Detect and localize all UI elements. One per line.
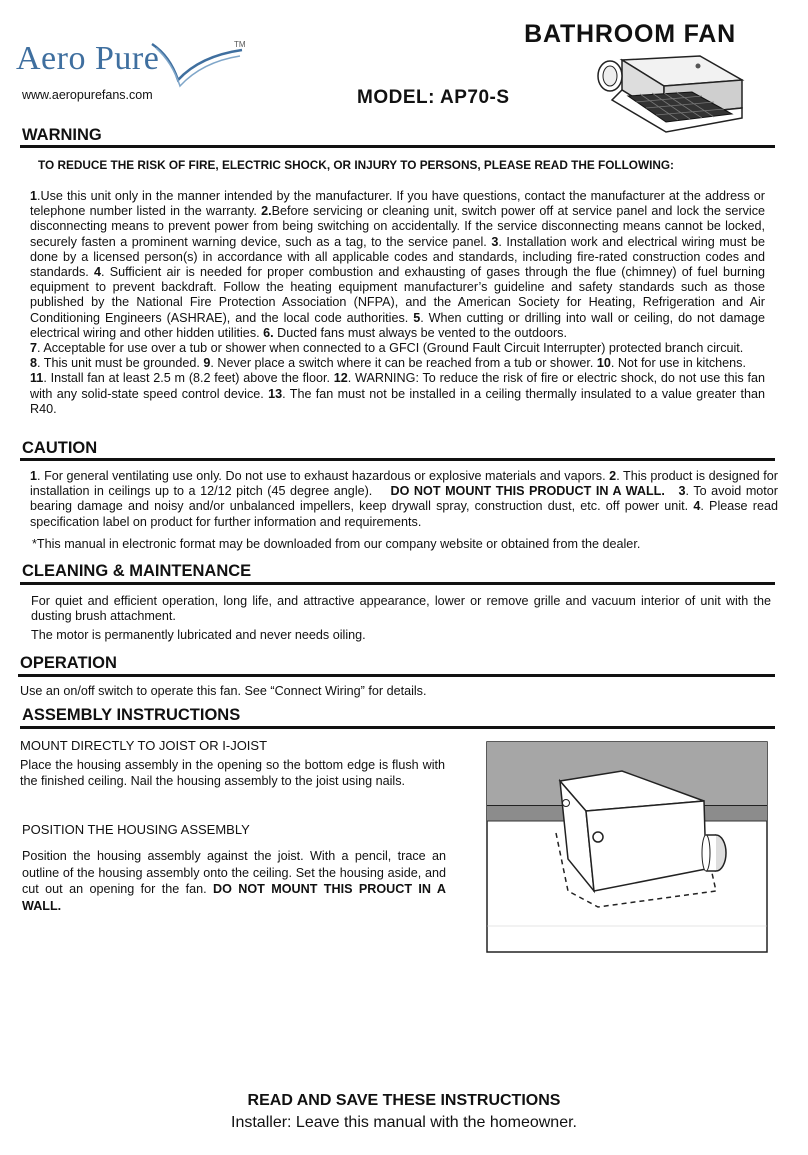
divider [20, 145, 775, 148]
brand-logo: Aero Pure [16, 40, 160, 77]
divider [20, 726, 775, 729]
warning-heading: WARNING [22, 126, 102, 144]
footer-read-save: READ AND SAVE THESE INSTRUCTIONS [247, 1092, 561, 1109]
operation-heading: OPERATION [20, 654, 117, 672]
assembly-subheading-joist: MOUNT DIRECTLY TO JOIST OR I-JOIST [20, 738, 268, 753]
cleaning-note: The motor is permanently lubricated and never needs oiling. [31, 628, 366, 642]
warning-paragraph: 1.Use this unit only in the manner intended by the manufacturer. If you have questions, contact the manufacturer at the address or telephone number listed in the warranty. 2.Before servicing or cleaning unit, switch power off at service panel and lock the service disconnecting means to prevent power from being switching on accidentally. If the service disconnecting means cannot be locked, securely fasten a prominent warning device, such as a tag, to the service panel. 3. Installation work and electrical wiring must be done by a licensed person(s) in accordance with all applicable codes and standards, including fire-rated construction codes and standards. 4. Sufficient air is needed for proper combustion and exhausting of gases through the flue (chimney) of fuel burning equipment to prevent backdraft. Follow the heating equipment manufacturer’s guideline and safety standards such as those published by the National Fire Protection Association (NFPA), and the American Society for Heating, Refrigeration and Air Conditioning Engineers (ASHRAE), and the local code authorities. 5. When cutting or drilling into wall or ceiling, do not damage electrical wiring and other hidden utilities. 6. Ducted fans must always be vented to the outdoors. 7. Acceptable for use over a tub or shower when connected to a GFCI (Ground Fault Circuit Interrupter) protected branch circuit. 8. This unit must be grounded. 9. Never place a switch where it can be reached from a tub or shower. 10. Not for use in kitchens. 11. Install fan at least 2.5 m (8.2 feet) above the floor. 12. WARNING: To reduce the risk of fire or electric shock, do not use this fan with any solid-state speed control device. 13. The fan must not be installed in a ceiling thermally insulated to a value greater than R40. [30, 189, 766, 416]
trademark: TM [234, 40, 246, 49]
caution-note: *This manual in electronic format may be downloaded from our company website or obtained from the dealer. [32, 537, 641, 551]
website-link[interactable]: www.aeropurefans.com [22, 88, 153, 102]
warning-subheading: TO REDUCE THE RISK OF FIRE, ELECTRIC SHOCK, OR INJURY TO PERSONS, PLEASE READ THE FOLLOWING: [38, 158, 674, 172]
caution-heading: CAUTION [22, 439, 98, 457]
cleaning-paragraph: For quiet and efficient operation, long life, and attractive appearance, lower or remove grille and vacuum interior of unit with the dusting brush attachment. [31, 594, 771, 624]
caution-paragraph: 1. For general ventilating use only. Do not use to exhaust hazardous or explosive materials and vapors. 2. This product is designed for installation in ceilings up to a 12/12 pitch (45 degree angle). DO NOT MOUNT THIS PRODUCT IN A WALL. 3. To avoid motor bearing damage and noisy and/or unbalanced impellers, keep drywall spray, construction dust, etc. off power unit. 4. Please read specification label on product for further information and requirements. [30, 469, 779, 529]
fan-product-illustration [582, 52, 752, 136]
assembly-position-paragraph: Position the housing assembly against the joist. With a pencil, trace an outline of the housing assembly onto the ceiling. Set the housing aside, and cut out an opening for the fan. DO NOT MOUNT THIS PROUCT IN A WALL. [22, 849, 446, 913]
model-number: MODEL: AP70-S [357, 87, 510, 108]
page-title: BATHROOM FAN [524, 20, 736, 48]
assembly-subheading-position: POSITION THE HOUSING ASSEMBLY [22, 822, 250, 837]
operation-text: Use an on/off switch to operate this fan. See “Connect Wiring” for details. [20, 684, 427, 698]
footer-installer-note: Installer: Leave this manual with the homeowner. [231, 1114, 577, 1131]
assembly-heading: ASSEMBLY INSTRUCTIONS [22, 706, 241, 724]
assembly-joist-paragraph: Place the housing assembly in the opening so the bottom edge is flush with the finished ceiling. Nail the housing assembly to the joist using nails. [20, 758, 445, 788]
divider [20, 582, 775, 585]
cleaning-heading: CLEANING & MAINTENANCE [22, 562, 252, 580]
divider [18, 674, 775, 677]
divider [20, 458, 775, 461]
logo-swoosh-icon [150, 36, 246, 92]
housing-joist-illustration [486, 741, 768, 953]
